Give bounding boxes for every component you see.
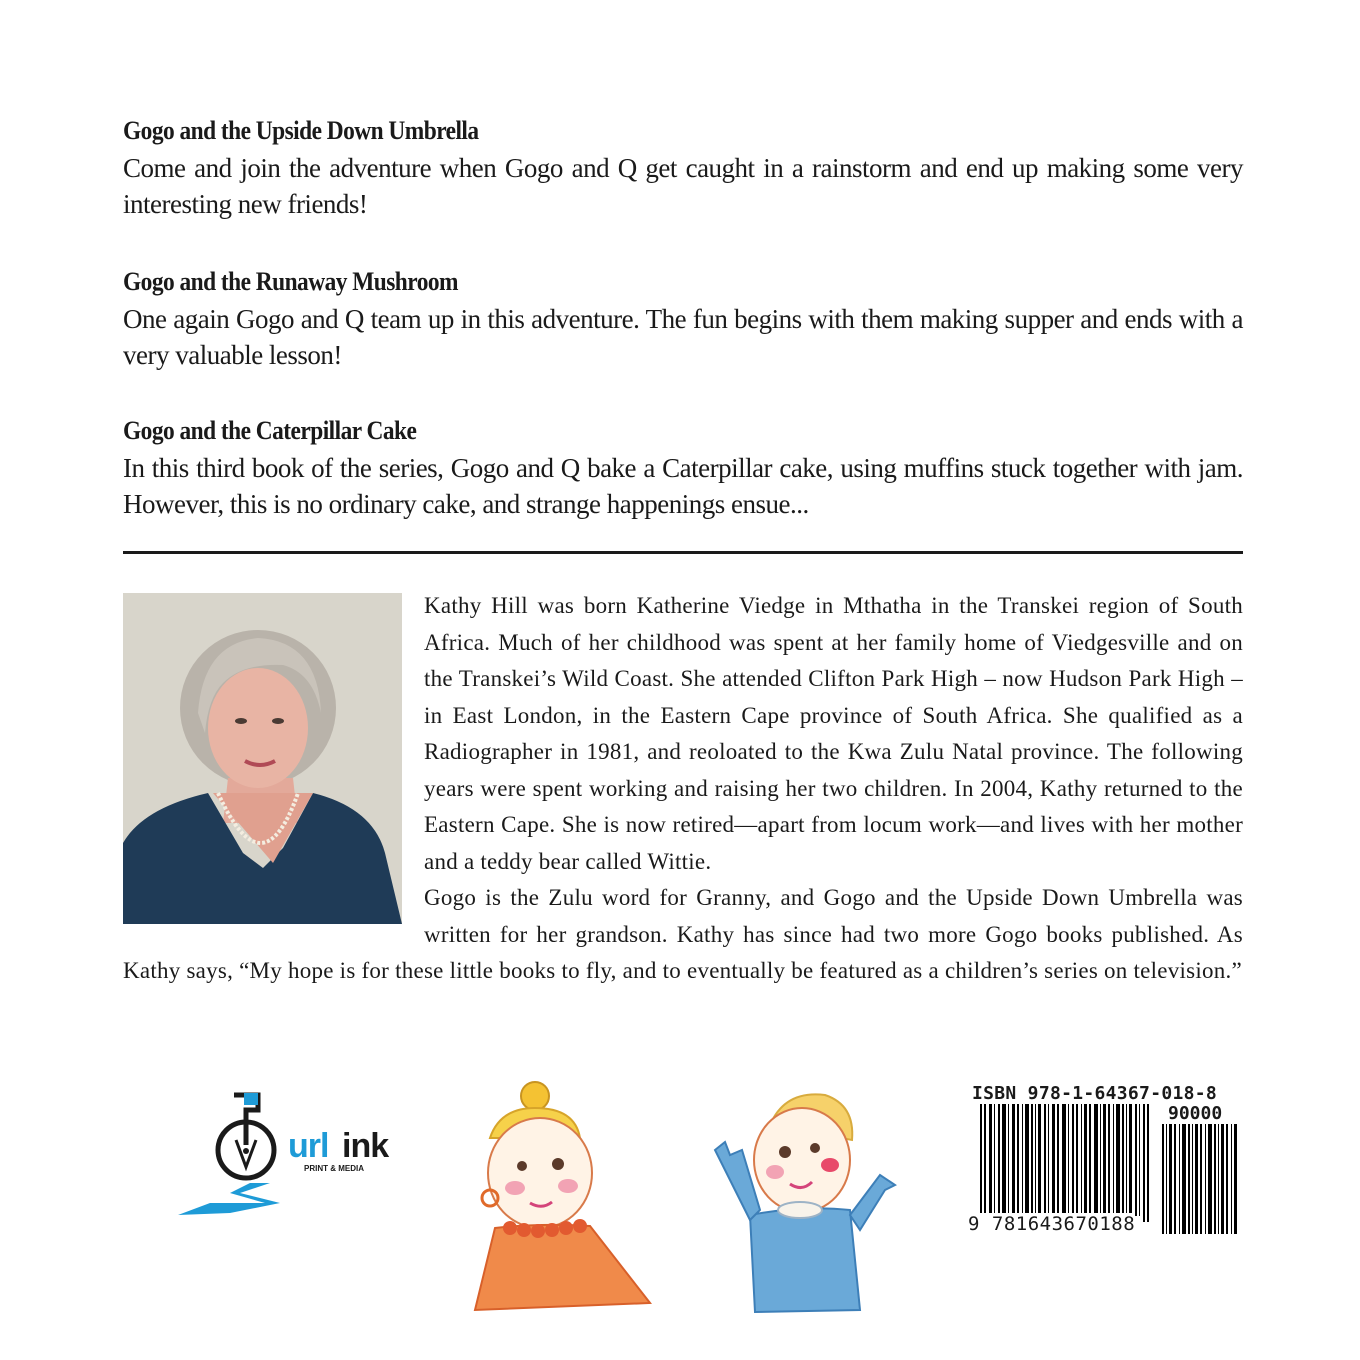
ean-first-digit: 9	[968, 1213, 980, 1235]
book-blurb: One again Gogo and Q team up in this adventure. The fun begins with them making supper and ends with a very valuable lesson!	[123, 304, 1243, 370]
publisher-name-part2: ink	[342, 1127, 389, 1165]
publisher-name-part1: url	[288, 1127, 329, 1165]
book-title: Gogo and the Caterpillar Cake	[123, 416, 417, 445]
book-blurb: In this third book of the series, Gogo and Q bake a Caterpillar cake, using muffins stuck together with jam. However, this is no ordinary cake, and strange happenings ensue...	[123, 453, 1243, 519]
bio-paragraph-2: Gogo is the Zulu word for Granny, and Gogo and the Upside Down Umbrella was written for her grandson. Kathy has since had two more Gogo books published. As Kathy says, “My hope is for these little books to fly, and to eventually be featured as a children’s series on television.”	[123, 885, 1243, 983]
book-entry-caterpillar	[123, 416, 1243, 522]
publisher-logo	[170, 1085, 420, 1225]
isbn-addon: 90000	[1168, 1103, 1223, 1124]
photo-spacer	[123, 593, 402, 924]
ean-digits	[968, 1213, 1135, 1235]
urlink-logo-icon	[170, 1085, 420, 1225]
book-title: Gogo and the Runaway Mushroom	[123, 267, 458, 296]
publisher-tagline: PRINT & MEDIA	[304, 1164, 364, 1173]
book-blurb: Come and join the adventure when Gogo and Q get caught in a rainstorm and end up making some very interesting new friends!	[123, 153, 1243, 219]
section-divider	[123, 551, 1243, 554]
isbn-label: ISBN 978-1-64367-018-8	[972, 1083, 1218, 1104]
author-bio	[123, 588, 1243, 990]
ean-left-group: 781643	[991, 1213, 1064, 1235]
illustration-gogo	[460, 1078, 660, 1316]
bio-paragraph-1: Kathy Hill was born Katherine Viedge in Mthatha in the Transkei region of South Africa. Much of her childhood was spent at her family home of Viedgesville and on the Transkei’s Wild Coast. She attended Clifton Park High – now Hudson Park High – in East London, in the Eastern Cape province of South Africa. She qualified as a Radiographer in 1981, and reoloated to the Kwa Zulu Natal province. The following years were spent working and raising her two children. In 2004, Kathy returned to the Eastern Cape. She is now retired—apart from locum work—and lives with her mother and a teddy bear called Wittie.	[424, 593, 1243, 874]
book-entry-mushroom	[123, 267, 1243, 373]
ean-right-group: 670188	[1063, 1213, 1136, 1235]
book-entry-umbrella	[123, 116, 1243, 222]
illustration-q	[690, 1080, 910, 1316]
book-title: Gogo and the Upside Down Umbrella	[123, 116, 479, 145]
